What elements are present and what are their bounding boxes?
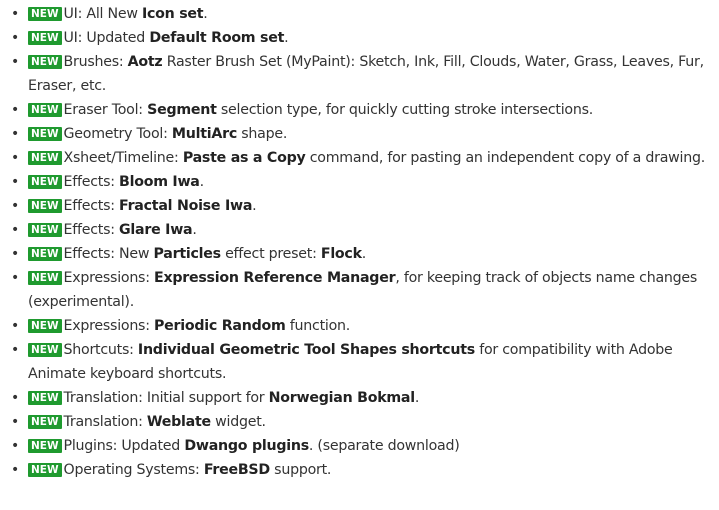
new-badge: NEW <box>28 247 62 261</box>
bullet-icon: • <box>11 342 20 358</box>
item-text: effect preset: <box>220 246 321 262</box>
new-badge: NEW <box>28 439 62 453</box>
item-feature: Bloom Iwa <box>119 174 200 190</box>
item-text: for compatibility with Adobe Animate keyboard shortcuts. <box>28 342 673 382</box>
bullet-icon: • <box>11 222 20 238</box>
bullet-icon: • <box>11 30 20 46</box>
new-badge: NEW <box>28 103 62 117</box>
item-feature: Paste as a Copy <box>182 150 306 166</box>
new-badge: NEW <box>28 343 62 357</box>
bullet-icon: • <box>11 390 20 406</box>
item-text: Eraser Tool: <box>63 102 148 118</box>
bullet-icon: • <box>11 246 20 262</box>
item-feature: Periodic Random <box>154 318 286 334</box>
bullet-icon: • <box>11 462 20 478</box>
item-feature: Default Room set <box>149 30 285 46</box>
item-feature: FreeBSD <box>203 462 270 478</box>
new-badge: NEW <box>28 223 62 237</box>
item-text: . <box>414 390 420 406</box>
item-text: shape. <box>237 126 288 142</box>
bullet-icon: • <box>11 54 20 70</box>
list-item <box>11 314 711 338</box>
list-item <box>11 98 711 122</box>
new-badge: NEW <box>28 151 62 165</box>
list-item <box>11 338 711 386</box>
list-item <box>11 242 711 266</box>
item-text: support. <box>269 462 332 478</box>
item-text: UI: All New <box>63 6 142 22</box>
item-text: Translation: Initial support for <box>63 390 269 406</box>
bullet-icon: • <box>11 318 20 334</box>
item-text: Effects: <box>63 198 120 214</box>
item-feature: Aotz <box>127 54 163 70</box>
list-item <box>11 122 711 146</box>
item-text: Expressions: <box>63 318 154 334</box>
list-item <box>11 194 711 218</box>
new-badge: NEW <box>28 127 62 141</box>
item-feature: Particles <box>153 246 221 262</box>
list-item <box>11 146 711 170</box>
item-text: Effects: <box>63 222 120 238</box>
list-item <box>11 386 711 410</box>
list-item <box>11 50 711 98</box>
item-text: Shortcuts: <box>63 342 138 358</box>
item-feature: MultiArc <box>171 126 238 142</box>
item-text: . <box>192 222 197 238</box>
item-text: Effects: New <box>63 246 154 262</box>
list-item <box>11 266 711 314</box>
item-text: Xsheet/Timeline: <box>63 150 183 166</box>
item-text: function. <box>285 318 351 334</box>
bullet-icon: • <box>11 150 20 166</box>
item-text: Expressions: <box>63 270 154 286</box>
item-text: , for keeping track of objects name changes (experimental). <box>28 270 698 310</box>
item-feature: Weblate <box>146 414 211 430</box>
item-text: Effects: <box>63 174 120 190</box>
list-item <box>11 170 711 194</box>
item-feature: Dwango plugins <box>184 438 309 454</box>
item-text: command, for pasting an independent copy of a drawing. <box>305 150 705 166</box>
new-badge: NEW <box>28 175 62 189</box>
new-badge: NEW <box>28 7 62 21</box>
item-text: Operating Systems: <box>63 462 204 478</box>
item-feature: Glare Iwa <box>119 222 193 238</box>
new-badge: NEW <box>28 463 62 477</box>
list-item <box>11 410 711 434</box>
bullet-icon: • <box>11 174 20 190</box>
new-badge: NEW <box>28 415 62 429</box>
bullet-icon: • <box>11 270 20 286</box>
item-text: selection type, for quickly cutting stroke intersections. <box>216 102 594 118</box>
new-badge: NEW <box>28 55 62 69</box>
list-item <box>11 218 711 242</box>
new-badge: NEW <box>28 391 62 405</box>
item-text: widget. <box>210 414 266 430</box>
new-badge: NEW <box>28 31 62 45</box>
item-text: . <box>199 174 204 190</box>
new-badge: NEW <box>28 319 62 333</box>
bullet-icon: • <box>11 414 20 430</box>
bullet-icon: • <box>11 102 20 118</box>
item-feature: Expression Reference Manager <box>154 270 396 286</box>
item-feature: Icon set <box>141 6 204 22</box>
item-text: . <box>284 30 289 46</box>
item-feature: Norwegian Bokmal <box>268 390 415 406</box>
item-feature: Individual Geometric Tool Shapes shortcuts <box>137 342 475 358</box>
item-text: Plugins: Updated <box>63 438 185 454</box>
item-text: Raster Brush Set (MyPaint): Sketch, Ink, Fill, Clouds, Water, Grass, Leaves, Fur, Eraser, etc. <box>28 54 704 94</box>
item-text: Geometry Tool: <box>63 126 172 142</box>
bullet-icon: • <box>11 198 20 214</box>
new-badge: NEW <box>28 271 62 285</box>
item-text: Brushes: <box>63 54 128 70</box>
list-item <box>11 458 711 482</box>
item-text: . <box>361 246 367 262</box>
new-badge: NEW <box>28 199 62 213</box>
item-text: . (separate download) <box>308 438 460 454</box>
bullet-icon: • <box>11 438 20 454</box>
item-feature: Flock <box>320 246 362 262</box>
list-item <box>11 2 711 26</box>
item-feature: Segment <box>147 102 217 118</box>
item-text: UI: Updated <box>63 30 150 46</box>
item-text: Translation: <box>63 414 147 430</box>
item-text: . <box>203 6 208 22</box>
bullet-icon: • <box>11 126 20 142</box>
list-item <box>11 26 711 50</box>
item-text: . <box>252 198 257 214</box>
bullet-icon: • <box>11 6 20 22</box>
list-item <box>11 434 711 458</box>
item-feature: Fractal Noise Iwa <box>119 198 253 214</box>
